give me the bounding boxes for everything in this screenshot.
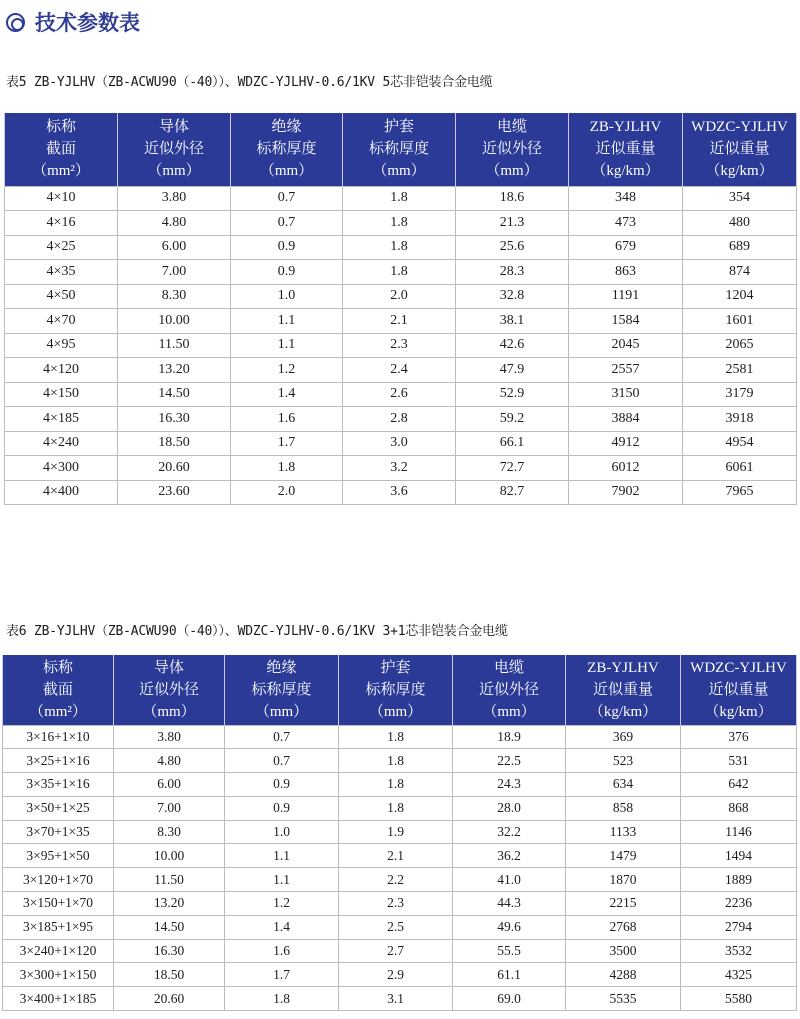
column-header-line: 近似外径 xyxy=(143,141,204,158)
table-cell: 42.6 xyxy=(456,333,569,358)
column-header xyxy=(5,113,118,186)
column-header-line: （mm） xyxy=(372,163,426,180)
table-cell: 2.6 xyxy=(343,382,456,407)
table-cell: 1.0 xyxy=(225,820,339,844)
column-header xyxy=(339,655,453,725)
table-cell: 1.8 xyxy=(343,235,456,260)
table-cell: 7902 xyxy=(569,480,683,505)
table-cell: 14.50 xyxy=(114,915,225,939)
table-cell: 1.8 xyxy=(231,456,343,481)
table-cell: 0.7 xyxy=(225,749,339,773)
table-cell: 5580 xyxy=(681,987,797,1011)
column-header-line: （mm） xyxy=(147,163,201,180)
column-header xyxy=(225,655,339,725)
table-5 xyxy=(4,113,797,505)
table-row xyxy=(5,407,797,432)
column-header xyxy=(231,113,343,186)
table-row xyxy=(3,796,797,820)
table-cell: 38.1 xyxy=(456,309,569,334)
table-cell: 28.3 xyxy=(456,260,569,285)
table-cell: 2.8 xyxy=(343,407,456,432)
table-cell: 4.80 xyxy=(114,749,225,773)
table-cell: 55.5 xyxy=(453,939,566,963)
table-6-body xyxy=(3,725,797,1011)
column-header xyxy=(453,655,566,725)
column-header-line: WDZC-YJLHV xyxy=(691,119,788,136)
table-cell: 1204 xyxy=(683,284,797,309)
section-title-text: 技术参数表 xyxy=(35,11,140,35)
table-cell: 18.50 xyxy=(114,963,225,987)
table-row xyxy=(3,915,797,939)
column-header-line: ZB-YJLHV xyxy=(589,119,662,136)
table-cell: 1.8 xyxy=(343,260,456,285)
table-cell: 52.9 xyxy=(456,382,569,407)
column-header-line: 电缆 xyxy=(493,659,524,676)
table-row xyxy=(5,260,797,285)
table-cell: 1.1 xyxy=(225,844,339,868)
table-row xyxy=(5,480,797,505)
column-header xyxy=(456,113,569,186)
table-row xyxy=(3,892,797,916)
table-cell: 11.50 xyxy=(114,868,225,892)
table-cell: 14.50 xyxy=(118,382,231,407)
table-cell: 0.9 xyxy=(231,235,343,260)
table-cell: 1.1 xyxy=(231,309,343,334)
table-cell: 4288 xyxy=(566,963,681,987)
table-cell: 874 xyxy=(683,260,797,285)
table-cell: 4×120 xyxy=(5,358,118,383)
table-cell: 3×150+1×70 xyxy=(3,892,114,916)
table-cell: 1.8 xyxy=(343,186,456,211)
table-cell: 2045 xyxy=(569,333,683,358)
table-cell: 5535 xyxy=(566,987,681,1011)
table-row xyxy=(3,749,797,773)
table-cell: 0.9 xyxy=(225,796,339,820)
table-cell: 18.9 xyxy=(453,725,566,749)
table-cell: 1.6 xyxy=(231,407,343,432)
table-row xyxy=(3,844,797,868)
table-cell: 8.30 xyxy=(114,820,225,844)
column-header-line: （mm） xyxy=(482,703,536,720)
column-header-line: 近似外径 xyxy=(138,681,199,698)
column-header xyxy=(683,113,797,186)
table-cell: 1.2 xyxy=(231,358,343,383)
table-cell: 3×35+1×16 xyxy=(3,773,114,797)
table-cell: 24.3 xyxy=(453,773,566,797)
table-cell: 1133 xyxy=(566,820,681,844)
column-header-line: 标称 xyxy=(42,659,73,676)
table-cell: 0.7 xyxy=(231,211,343,236)
column-header-line: 标称厚度 xyxy=(256,141,317,158)
table-cell: 47.9 xyxy=(456,358,569,383)
table-cell: 0.9 xyxy=(231,260,343,285)
table-cell: 3×300+1×150 xyxy=(3,963,114,987)
table-cell: 1.8 xyxy=(339,749,453,773)
table-cell: 1146 xyxy=(681,820,797,844)
table-cell: 22.5 xyxy=(453,749,566,773)
table-cell: 2.3 xyxy=(343,333,456,358)
column-header-line: 导体 xyxy=(153,659,184,676)
table-cell: 4912 xyxy=(569,431,683,456)
column-header xyxy=(343,113,456,186)
table-cell: 4×400 xyxy=(5,480,118,505)
table-cell: 689 xyxy=(683,235,797,260)
column-header-line: 近似重量 xyxy=(708,681,769,698)
column-header-line: 截面 xyxy=(45,141,76,158)
table-cell: 1.9 xyxy=(339,820,453,844)
table-cell: 20.60 xyxy=(114,987,225,1011)
table-cell: 82.7 xyxy=(456,480,569,505)
table-cell: 3884 xyxy=(569,407,683,432)
table-cell: 4×25 xyxy=(5,235,118,260)
table-cell: 3.2 xyxy=(343,456,456,481)
table-cell: 1601 xyxy=(683,309,797,334)
table-row xyxy=(5,382,797,407)
table-cell: 23.60 xyxy=(118,480,231,505)
table-cell: 1584 xyxy=(569,309,683,334)
table-cell: 10.00 xyxy=(118,309,231,334)
table-cell: 679 xyxy=(569,235,683,260)
table-cell: 1.1 xyxy=(225,868,339,892)
column-header xyxy=(3,655,114,725)
table-row xyxy=(5,358,797,383)
table-6-header-row xyxy=(3,655,797,725)
table-cell: 3500 xyxy=(566,939,681,963)
table-cell: 3×50+1×25 xyxy=(3,796,114,820)
column-header-line: 近似外径 xyxy=(481,141,542,158)
table-cell: 7.00 xyxy=(114,796,225,820)
table-cell: 4×95 xyxy=(5,333,118,358)
table-cell: 66.1 xyxy=(456,431,569,456)
table-cell: 36.2 xyxy=(453,844,566,868)
table-cell: 0.7 xyxy=(231,186,343,211)
table-cell: 3.6 xyxy=(343,480,456,505)
column-header xyxy=(681,655,797,725)
double-circle-icon xyxy=(6,13,25,32)
table-cell: 3918 xyxy=(683,407,797,432)
table-cell: 32.2 xyxy=(453,820,566,844)
table-row xyxy=(3,773,797,797)
table-cell: 3532 xyxy=(681,939,797,963)
table-cell: 473 xyxy=(569,211,683,236)
table-cell: 2768 xyxy=(566,915,681,939)
table-cell: 1889 xyxy=(681,868,797,892)
column-header-line: 护套 xyxy=(383,119,414,136)
column-header-line: 标称厚度 xyxy=(368,141,429,158)
table-6-caption: 表6 ZB-YJLHV（ZB-ACWU90（-40））、WDZC-YJLHV-0.6/1KV 3+1芯非铠装合金电缆 xyxy=(6,624,508,639)
table-cell: 376 xyxy=(681,725,797,749)
table-cell: 2.1 xyxy=(339,844,453,868)
table-cell: 1.4 xyxy=(231,382,343,407)
column-header-line: （mm） xyxy=(142,703,196,720)
column-header xyxy=(118,113,231,186)
column-header-line: 护套 xyxy=(380,659,411,676)
table-cell: 20.60 xyxy=(118,456,231,481)
table-cell: 72.7 xyxy=(456,456,569,481)
column-header-line: 近似外径 xyxy=(478,681,539,698)
table-cell: 69.0 xyxy=(453,987,566,1011)
table-cell: 1.8 xyxy=(225,987,339,1011)
table-row xyxy=(5,186,797,211)
column-header-line: （kg/km） xyxy=(591,163,660,180)
table-cell: 16.30 xyxy=(118,407,231,432)
table-cell: 44.3 xyxy=(453,892,566,916)
column-header-line: ZB-YJLHV xyxy=(587,659,659,676)
table-cell: 18.50 xyxy=(118,431,231,456)
table-row xyxy=(5,456,797,481)
table-cell: 1.7 xyxy=(231,431,343,456)
table-cell: 1494 xyxy=(681,844,797,868)
table-cell: 2.9 xyxy=(339,963,453,987)
table-cell: 16.30 xyxy=(114,939,225,963)
table-cell: 3×16+1×10 xyxy=(3,725,114,749)
table-5-body xyxy=(5,186,797,505)
column-header-line: （mm） xyxy=(368,703,423,720)
table-cell: 25.6 xyxy=(456,235,569,260)
table-cell: 2215 xyxy=(566,892,681,916)
table-cell: 1.7 xyxy=(225,963,339,987)
table-cell: 4325 xyxy=(681,963,797,987)
table-cell: 4×300 xyxy=(5,456,118,481)
table-row xyxy=(5,333,797,358)
table-cell: 858 xyxy=(566,796,681,820)
table-cell: 1.8 xyxy=(339,725,453,749)
table-cell: 0.9 xyxy=(225,773,339,797)
table-cell: 3×70+1×35 xyxy=(3,820,114,844)
table-cell: 1.8 xyxy=(339,796,453,820)
table-cell: 6061 xyxy=(683,456,797,481)
table-cell: 2794 xyxy=(681,915,797,939)
table-cell: 2.4 xyxy=(343,358,456,383)
column-header-line: （mm） xyxy=(485,163,539,180)
table-row xyxy=(3,939,797,963)
table-cell: 3150 xyxy=(569,382,683,407)
table-cell: 348 xyxy=(569,186,683,211)
table-cell: 4×240 xyxy=(5,431,118,456)
table-cell: 2581 xyxy=(683,358,797,383)
table-cell: 1479 xyxy=(566,844,681,868)
table-cell: 21.3 xyxy=(456,211,569,236)
table-cell: 523 xyxy=(566,749,681,773)
table-cell: 3×185+1×95 xyxy=(3,915,114,939)
table-cell: 4×150 xyxy=(5,382,118,407)
column-header xyxy=(569,113,683,186)
table-cell: 13.20 xyxy=(114,892,225,916)
table-cell: 3.0 xyxy=(343,431,456,456)
table-cell: 4954 xyxy=(683,431,797,456)
table-cell: 1.2 xyxy=(225,892,339,916)
table-cell: 3×240+1×120 xyxy=(3,939,114,963)
column-header-line: （kg/km） xyxy=(705,163,774,180)
table-row xyxy=(5,309,797,334)
table-cell: 41.0 xyxy=(453,868,566,892)
table-cell: 4×185 xyxy=(5,407,118,432)
table-cell: 480 xyxy=(683,211,797,236)
table-cell: 2.3 xyxy=(339,892,453,916)
column-header-line: （mm） xyxy=(259,163,314,180)
table-5-header-row xyxy=(5,113,797,186)
column-header-line: 近似重量 xyxy=(595,141,656,158)
table-cell: 868 xyxy=(681,796,797,820)
table-cell: 863 xyxy=(569,260,683,285)
table-cell: 6.00 xyxy=(114,773,225,797)
column-header-line: （kg/km） xyxy=(588,703,658,720)
table-cell: 2.0 xyxy=(343,284,456,309)
section-title xyxy=(6,8,140,36)
table-cell: 7.00 xyxy=(118,260,231,285)
table-cell: 2236 xyxy=(681,892,797,916)
table-5-caption: 表5 ZB-YJLHV（ZB-ACWU90（-40））、WDZC-YJLHV-0.6/1KV 5芯非铠装合金电缆 xyxy=(6,75,493,90)
table-cell: 1.4 xyxy=(225,915,339,939)
table-cell: 1870 xyxy=(566,868,681,892)
table-6 xyxy=(2,655,797,1011)
table-cell: 1191 xyxy=(569,284,683,309)
table-cell: 7965 xyxy=(683,480,797,505)
column-header-line: 绝缘 xyxy=(271,119,302,136)
table-cell: 2.1 xyxy=(343,309,456,334)
table-cell: 4×50 xyxy=(5,284,118,309)
table-cell: 59.2 xyxy=(456,407,569,432)
table-cell: 4×70 xyxy=(5,309,118,334)
table-cell: 634 xyxy=(566,773,681,797)
table-cell: 4×35 xyxy=(5,260,118,285)
table-cell: 49.6 xyxy=(453,915,566,939)
table-cell: 61.1 xyxy=(453,963,566,987)
table-row xyxy=(3,820,797,844)
table-cell: 3.1 xyxy=(339,987,453,1011)
table-row xyxy=(5,235,797,260)
table-cell: 1.8 xyxy=(339,773,453,797)
table-cell: 10.00 xyxy=(114,844,225,868)
table-cell: 3×400+1×185 xyxy=(3,987,114,1011)
table-cell: 3.80 xyxy=(114,725,225,749)
column-header-line: （kg/km） xyxy=(704,703,773,720)
table-cell: 3×95+1×50 xyxy=(3,844,114,868)
column-header-line: （mm²） xyxy=(29,703,87,720)
table-cell: 4×16 xyxy=(5,211,118,236)
table-cell: 642 xyxy=(681,773,797,797)
table-row xyxy=(5,431,797,456)
table-cell: 6012 xyxy=(569,456,683,481)
table-cell: 32.8 xyxy=(456,284,569,309)
column-header-line: 截面 xyxy=(42,681,73,698)
table-cell: 1.8 xyxy=(343,211,456,236)
table-cell: 3.80 xyxy=(118,186,231,211)
table-cell: 2.0 xyxy=(231,480,343,505)
table-cell: 4.80 xyxy=(118,211,231,236)
table-cell: 4×10 xyxy=(5,186,118,211)
table-cell: 3179 xyxy=(683,382,797,407)
column-header-line: （mm） xyxy=(254,703,309,720)
table-cell: 18.6 xyxy=(456,186,569,211)
column-header-line: 电缆 xyxy=(496,119,527,136)
table-cell: 8.30 xyxy=(118,284,231,309)
table-row xyxy=(3,725,797,749)
table-cell: 531 xyxy=(681,749,797,773)
table-row xyxy=(3,963,797,987)
table-row xyxy=(5,211,797,236)
column-header-line: 导体 xyxy=(158,119,189,136)
table-row xyxy=(5,284,797,309)
column-header-line: （mm²） xyxy=(32,163,90,180)
table-cell: 1.0 xyxy=(231,284,343,309)
column-header xyxy=(114,655,225,725)
table-cell: 3×25+1×16 xyxy=(3,749,114,773)
table-cell: 2.5 xyxy=(339,915,453,939)
table-cell: 354 xyxy=(683,186,797,211)
table-cell: 2.7 xyxy=(339,939,453,963)
column-header-line: WDZC-YJLHV xyxy=(690,659,787,676)
table-cell: 1.6 xyxy=(225,939,339,963)
table-cell: 2557 xyxy=(569,358,683,383)
column-header-line: 近似重量 xyxy=(592,681,653,698)
table-cell: 13.20 xyxy=(118,358,231,383)
column-header-line: 标称厚度 xyxy=(251,681,312,698)
column-header-line: 近似重量 xyxy=(709,141,770,158)
table-cell: 369 xyxy=(566,725,681,749)
table-cell: 3×120+1×70 xyxy=(3,868,114,892)
table-cell: 1.1 xyxy=(231,333,343,358)
table-cell: 28.0 xyxy=(453,796,566,820)
table-cell: 2065 xyxy=(683,333,797,358)
table-row xyxy=(3,987,797,1011)
column-header xyxy=(566,655,681,725)
column-header-line: 标称 xyxy=(45,119,76,136)
table-cell: 6.00 xyxy=(118,235,231,260)
column-header-line: 绝缘 xyxy=(266,659,297,676)
table-cell: 11.50 xyxy=(118,333,231,358)
table-cell: 2.2 xyxy=(339,868,453,892)
table-row xyxy=(3,868,797,892)
table-cell: 0.7 xyxy=(225,725,339,749)
column-header-line: 标称厚度 xyxy=(365,681,426,698)
